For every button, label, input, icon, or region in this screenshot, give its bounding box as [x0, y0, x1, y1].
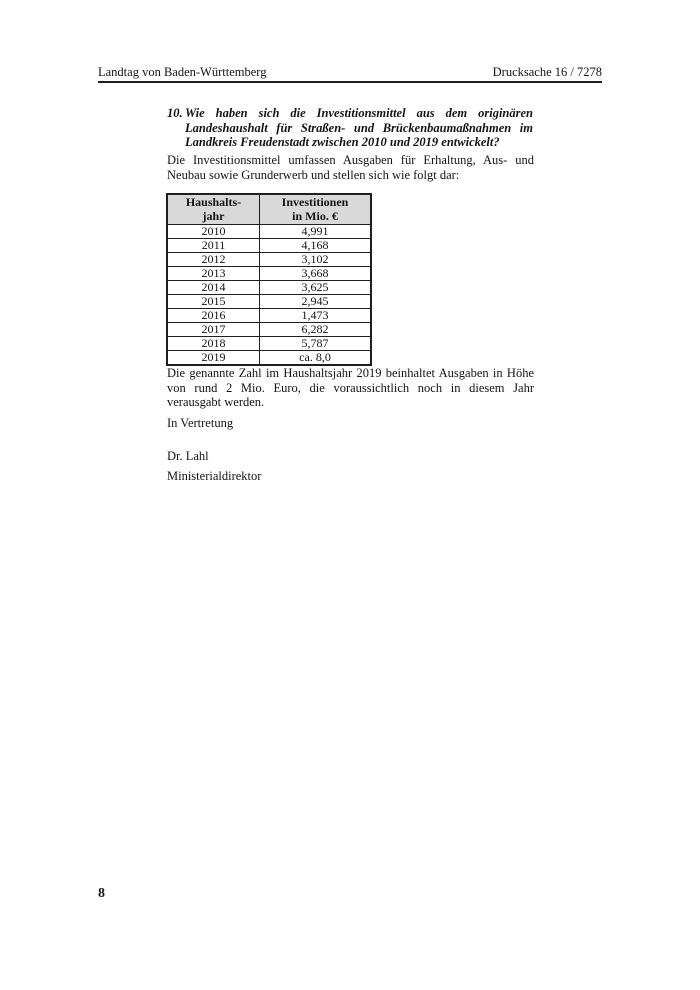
signature-closing: In Vertretung: [167, 416, 234, 430]
header-year-line1: Haushalts-: [185, 195, 242, 209]
table-header-cell-investment: [260, 194, 372, 225]
question-item: [167, 106, 533, 150]
value-cell: 6,282: [260, 323, 372, 337]
value-cell: 4,991: [260, 225, 372, 239]
year-cell: 2014: [167, 281, 260, 295]
table-head: [167, 194, 371, 225]
header-investment-line2: in Mio. €: [292, 208, 338, 223]
question-number: 10.: [167, 106, 183, 120]
table-body: [167, 225, 371, 366]
header-publisher: Landtag von Baden-Württemberg: [98, 65, 267, 79]
value-cell: 3,668: [260, 267, 372, 281]
value-cell: 2,945: [260, 295, 372, 309]
signatory-title: Ministerialdirektor: [167, 469, 262, 483]
signatory-name: Dr. Lahl: [167, 449, 209, 463]
year-cell: 2017: [167, 323, 260, 337]
year-cell: 2019: [167, 351, 260, 366]
table-row: [167, 351, 371, 366]
table-row: [167, 253, 371, 267]
year-cell: 2018: [167, 337, 260, 351]
value-cell: 3,102: [260, 253, 372, 267]
page-number: 8: [98, 886, 105, 901]
value-cell: 3,625: [260, 281, 372, 295]
table-row: [167, 309, 371, 323]
question-text: Wie haben sich die Investitionsmittel aus dem originären Landeshaushalt für Straßen- und Brückenbaumaßnahmen im Landkreis Freudenstadt zwischen 2010 und 2019 entwickelt?: [185, 106, 533, 149]
table-row: [167, 323, 371, 337]
table-header-cell-year: [167, 194, 260, 225]
table-row: [167, 267, 371, 281]
value-cell: 1,473: [260, 309, 372, 323]
header-year-line2: jahr: [202, 208, 225, 223]
year-cell: 2016: [167, 309, 260, 323]
header-document-id: Drucksache 16 / 7278: [492, 65, 602, 79]
year-cell: 2015: [167, 295, 260, 309]
value-cell: ca. 8,0: [260, 351, 372, 366]
year-cell: 2010: [167, 225, 260, 239]
header-investment-line1: Investitionen: [281, 195, 349, 209]
value-cell: 4,168: [260, 239, 372, 253]
table-header-row: [167, 194, 371, 225]
value-cell: 5,787: [260, 337, 372, 351]
investments-table: [166, 193, 372, 366]
year-cell: 2013: [167, 267, 260, 281]
note-paragraph: Die genannte Zahl im Haushaltsjahr 2019 beinhaltet Ausgaben in Höhe von rund 2 Mio. Euro, die voraussichtlich noch in diesem Jahr verausgabt werden.: [167, 366, 534, 409]
table-row: [167, 337, 371, 351]
intro-paragraph: Die Investitionsmittel umfassen Ausgaben für Erhaltung, Aus- und Neubau sowie Grunderwerb und stellen sich wie folgt dar:: [167, 153, 534, 182]
table-row: [167, 295, 371, 309]
year-cell: 2011: [167, 239, 260, 253]
document-header: [98, 65, 602, 83]
year-cell: 2012: [167, 253, 260, 267]
table-row: [167, 239, 371, 253]
table-row: [167, 281, 371, 295]
table-row: [167, 225, 371, 239]
